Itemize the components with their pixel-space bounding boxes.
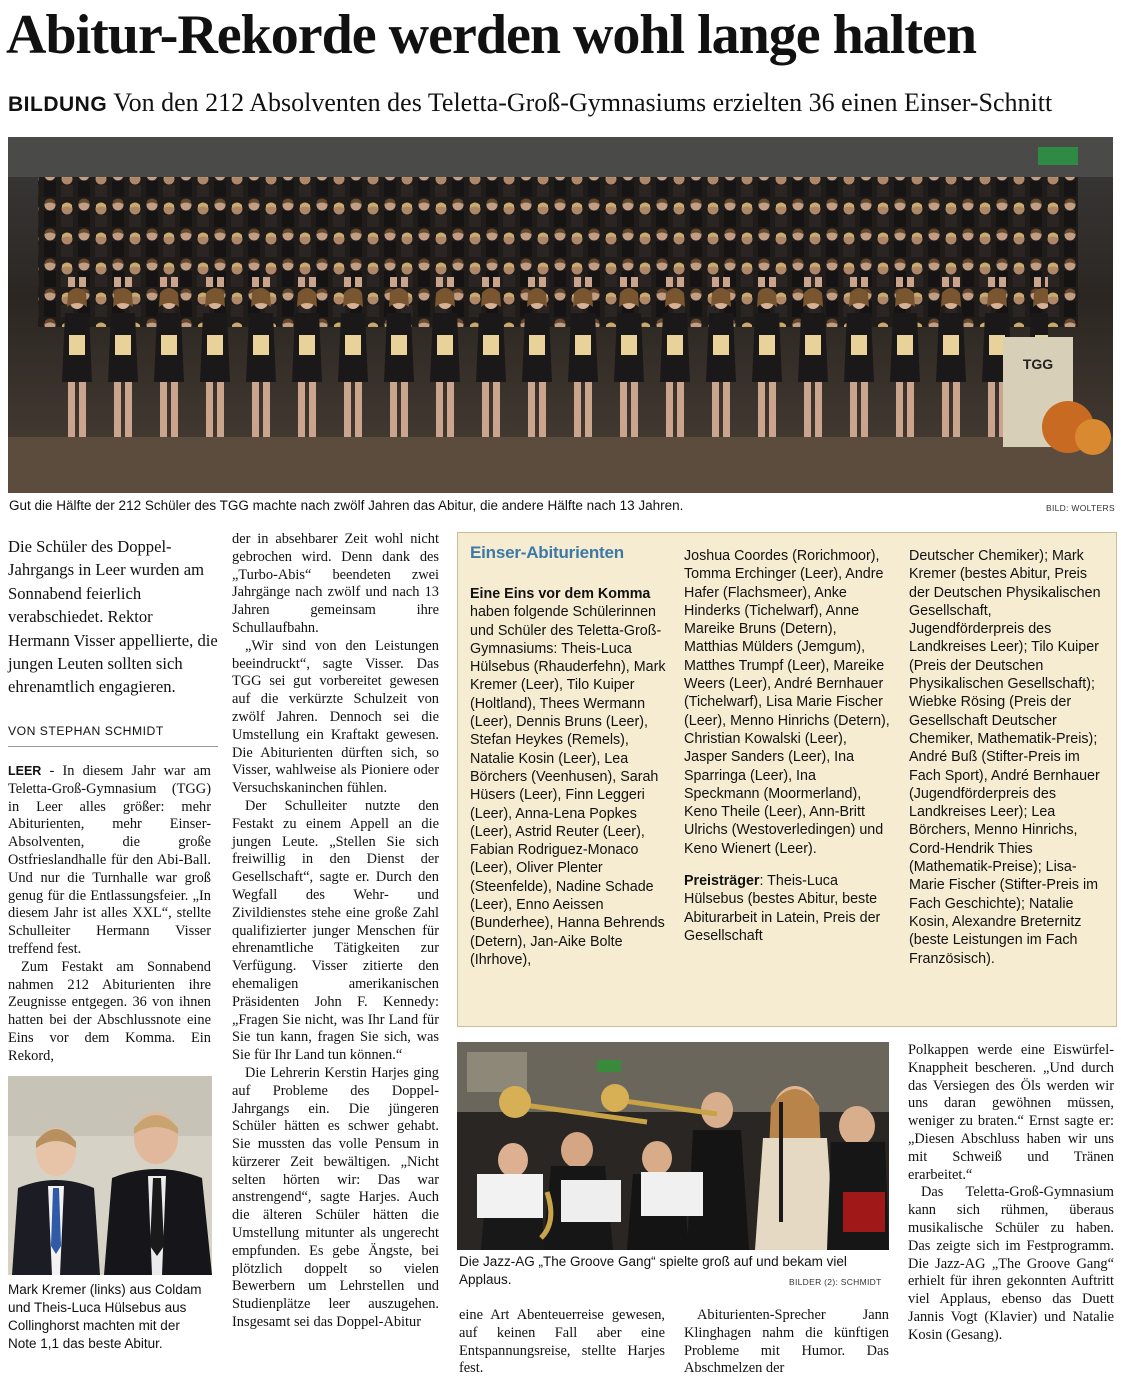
article-column-5 bbox=[908, 1042, 1114, 1345]
portrait-caption: Mark Kremer (links) aus Coldam und Theis-Luca Hülsebus aus Collinghorst machten mit der Note 1,1 das beste Abitur. bbox=[8, 1282, 202, 1351]
info-box-column-3 bbox=[909, 547, 1109, 968]
podium-logo-text: TGG bbox=[1022, 356, 1054, 372]
paragraph: Polkappen werde eine Eiswürfel-Knappheit bescheren. „Und durch das Versiegen des Öls werden wir uns daran gewöhnen müssen, weniger zu braten.“ Ernst sagte er: „Diesen Abschluss haben wir uns mit Schweiß und Tränen erarbeitet.“ bbox=[908, 1042, 1114, 1183]
info-box-subhead: Eine Eins vor dem Komma bbox=[470, 586, 651, 602]
paragraph: Zum Festakt am Sonnabend nahmen 212 Abiturienten ihre Zeugnisse entgegen. 36 von ihnen hatten bei der Abschlussnote eine Eins vor dem Komma. Ein Rekord, bbox=[8, 958, 211, 1064]
paragraph: Der Schulleiter nutzte den Festakt zu einem Appell an die jungen Leute. „Stellen Sie sich freiwillig in den Dienst der Gesellschaft“, sagte er. Durch den Wegfall des Wehr- und Zivildienstes stehe eine große Zahl qualifizierter junger Menschen für ehrenamtliche Tätigkeiten zur Verfügung. Visser zitierte den ehemaligen amerikanischen Präsidenten John F. Kennedy: „Fragen Sie nicht, was Ihr Land für Sie tun kann, fragen Sie sich, was Sie für Ihr Land tun können.“ bbox=[232, 797, 439, 1064]
portrait-photo bbox=[8, 1076, 212, 1275]
author-line: VON STEPHAN SCHMIDT bbox=[8, 724, 164, 738]
article-column-3 bbox=[459, 1307, 665, 1378]
prize-label: Preisträger bbox=[684, 873, 760, 890]
main-photo-credit: BILD: WOLTERS bbox=[1046, 503, 1115, 513]
band-photo-credit: BILDER (2): SCHMIDT bbox=[789, 1277, 882, 1287]
band-caption: Die Jazz-AG „The Groove Gang“ spielte groß auf und bekam viel Applaus. bbox=[459, 1254, 847, 1287]
paragraph: „Wir sind von den Leistungen beeindruckt“, sagte Visser. Das TGG sei gut vorbereitet gewesen auf die verkürzte Schulzeit von zwölf Jahren. Dennoch sei die Umstellung ein Kraftakt gewesen. Die Abiturienten dürften sich, so Visser, wahlweise als Pioniere oder Versuchskaninchen fühlen. bbox=[232, 637, 439, 797]
paragraph: Abiturienten-Sprecher Jann Klinghagen nahm die künftigen Probleme mit Humor. Das Abschmelzen der bbox=[684, 1307, 889, 1377]
article-column-2 bbox=[232, 531, 439, 1332]
info-box-text: : Theis-Luca Hülsebus (bestes Abitur, beste Abiturarbeit in Latein, Preis der Gesellschaft bbox=[684, 873, 881, 944]
two-students-image bbox=[8, 1076, 212, 1275]
info-box-column-1 bbox=[470, 585, 670, 969]
divider bbox=[8, 746, 218, 747]
info-box-text: Deutscher Chemiker); Mark Kremer (bestes Abitur, Preis der Deutschen Physikalischen Gesellschaft, Jugendförderpreis des Landkreises Leer); Tilo Kuiper (Preis der Deutschen Physikalischen Gesellschaft); Wiebke Rösing (Preis der Gesellschaft Deutscher Chemiker, Mathematik-Preis); André Buß (Stifter-Preis im Fach Sport), André Bernhauer (Jugendförderpreis des Landkreises Leer); Lea Börchers, Menno Hinrichs, Cord-Hendrik Thies (Mathematik-Preise); Lisa-Marie Fischer (Stifter-Preis im Fach Geschichte); Natalie Kosin, Alexandre Breternitz (beste Leistungen im Fach Französisch). bbox=[909, 548, 1101, 967]
info-box-text: Joshua Coordes (Rorichmoor), Tomma Erchinger (Leer), Andre Hafer (Flachsmeer), Anke Hinderks (Tichelwarf), Anne Mareike Bruns (Detern), Matthias Mülders (Jemgum), Matthes Trumpf (Leer), Mareike Weers (Leer), André Bernhauer (Tichelwarf), Lisa Marie Fischer (Leer), Menno Hinrichs (Detern), Christian Kowalski (Leer), Jasper Sanders (Leer), Ina Sparringa (Leer), Ina Speckmann (Moormerland), Keno Theile (Leer), Ann-Britt Ulrichs (Westoverledingen) und Keno Wienert (Leer). bbox=[684, 548, 890, 857]
band-photo bbox=[457, 1042, 889, 1250]
dateline: LEER bbox=[8, 764, 42, 778]
article-column-1 bbox=[8, 763, 211, 1066]
info-box bbox=[457, 532, 1117, 1027]
info-box-text: haben folgende Schülerinnen und Schüler des Teletta-Groß-Gymnasiums: Theis-Luca Hülsebus (Rhauderfehn), Mark Kremer (Leer), Tilo Kuiper (Holtland), Thees Wermann (Leer), Dennis Bruns (Leer), Stefan Heykes (Remels), Natalie Kosin (Leer), Lea Börchers (Veenhusen), Sarah Hüsers (Leer), Finn Leggeri (Leer), Anna-Lena Popkes (Leer), Astrid Reuter (Leer), Fabian Rodriguez-Monaco (Leer), Oliver Plenter (Steenfelde), Nadine Schade (Leer), Enno Aeissen (Bunderhee), Hanna Behrends (Detern), Jan-Aike Bolte (Ihrhove), bbox=[470, 604, 666, 968]
headline: Abitur-Rekorde werden wohl lange halten bbox=[6, 4, 977, 66]
paragraph: eine Art Abenteuerreise gewesen, auf keinen Fall aber eine Entspannungsreise, stellte Harjes fest. bbox=[459, 1307, 665, 1377]
article-column-4 bbox=[684, 1307, 889, 1378]
graduates-group-image bbox=[8, 137, 1113, 493]
subline bbox=[8, 86, 1118, 120]
teaser: Die Schüler des Doppel-Jahrgangs in Leer wurden am Sonnabend feierlich verabschiedet. Rektor Hermann Visser appellierte, die jungen Leuten sollten sich ehrenamtlich engagieren. bbox=[8, 537, 218, 697]
subline-text: Von den 212 Absolventen des Teletta-Groß-Gymnasiums erzielten 36 einen Einser-Schnitt bbox=[113, 88, 1053, 117]
main-photo-caption: Gut die Hälfte der 212 Schüler des TGG machte nach zwölf Jahren das Abitur, die andere Hälfte nach 13 Jahren. bbox=[9, 498, 684, 513]
main-photo bbox=[8, 137, 1113, 493]
paragraph: LEER - In diesem Jahr war am Teletta-Groß-Gymnasium (TGG) in Leer alles größer: mehr Abiturienten, mehr Einser-Absolventen, die große Ostfrieslandhalle für den Abi-Ball. Und nur die Turnhalle war groß genug für die Entlassungsfeier. „In diesem Jahr ist alles XXL“, stellte Schulleiter Hermann Visser treffend fest. bbox=[8, 763, 211, 957]
info-box-title: Einser-Abiturienten bbox=[470, 543, 624, 562]
jazz-band-image bbox=[457, 1042, 889, 1250]
paragraph: der in absehbarer Zeit wohl nicht gebrochen wird. Denn dank des „Turbo-Abis“ beendeten zwei Jahrgänge nach zwölf und nach 13 Jahren gemeinsam ihre Schullaufbahn. bbox=[232, 531, 439, 636]
kicker: BILDUNG bbox=[8, 93, 108, 116]
paragraph: Die Lehrerin Kerstin Harjes ging auf Probleme des Doppel-Jahrgangs ein. Die jüngeren Schüler hätten es schwer gehabt. Sie mussten das volle Pensum in kürzerer Zeit bewältigen. „Nicht selten hörten wir: Das war anstrengend“, sagte Harjes. Auch die älteren Schüler hätten die Umstellung mitunter als ungerecht empfunden. Es gebe Ängste, bei plötzlich doppelt so vielen Bewerbern um Lehrstellen und Studienplätze leer auszugehen. Insgesamt sei das Doppel-Abitur bbox=[232, 1064, 439, 1331]
paragraph: Das Teletta-Groß-Gymnasium kann sich rühmen, überaus musikalische Schüler zu haben. Das zeigte sich im Festprogramm. Die Jazz-AG „The Groove Gang“ erhielt für ihren gekonnten Auftritt viel Applaus, ebenso das Duett Jannis Vogt (Klavier) und Natalie Kosin (Gesang). bbox=[908, 1184, 1114, 1343]
info-box-column-2 bbox=[684, 547, 890, 945]
